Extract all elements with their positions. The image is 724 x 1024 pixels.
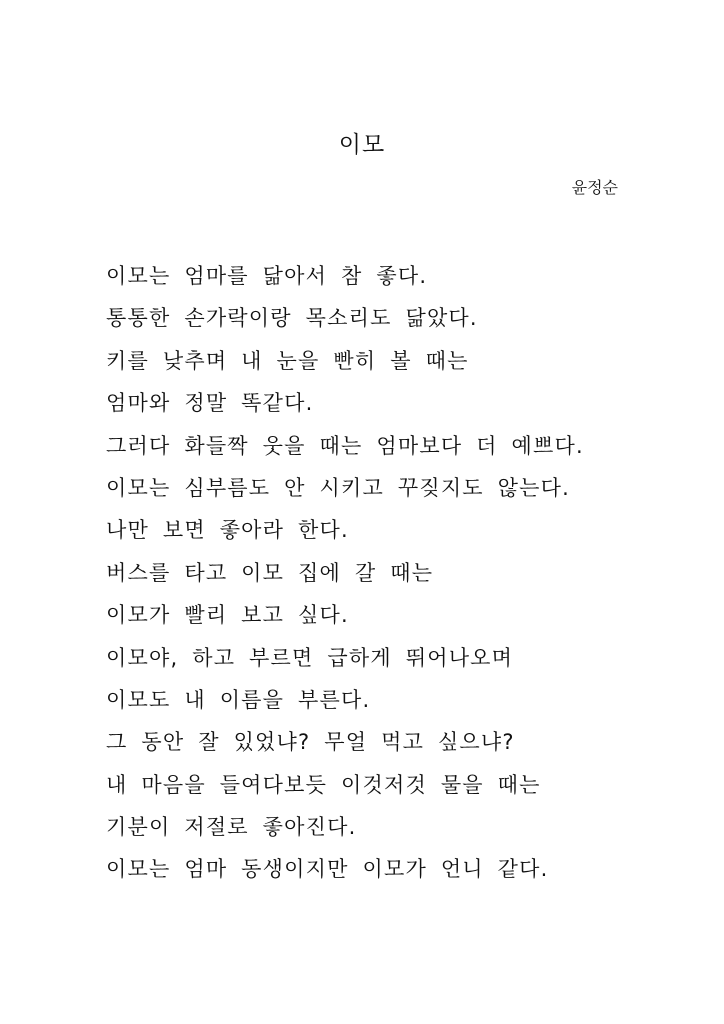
poem-line: 이모는 심부름도 안 시키고 꾸짖지도 않는다.	[106, 475, 570, 500]
poem-line: 통통한 손가락이랑 목소리도 닮았다.	[106, 306, 478, 331]
poem-line: 이모는 엄마를 닮아서 참 좋다.	[106, 264, 428, 288]
poem-line: 이모야, 하고 부르면 급하게 뛰어나오며	[106, 645, 514, 670]
poem-author: 윤정순	[571, 178, 618, 197]
poem-line: 내 마음을 들여다보듯 이것저것 물을 때는	[106, 772, 541, 797]
poem-line: 버스를 타고 이모 집에 갈 때는	[106, 560, 434, 585]
poem-line: 그러다 화들짝 웃을 때는 엄마보다 더 예쁘다.	[106, 433, 584, 458]
poem-line: 이모는 엄마 동생이지만 이모가 언니 같다.	[106, 857, 549, 882]
poem-line: 기분이 저절로 좋아진다.	[106, 815, 357, 840]
poem-line: 나만 보면 좋아라 한다.	[106, 518, 349, 543]
poem-title: 이모	[338, 132, 386, 158]
poem-line: 그 동안 잘 있었냐? 무얼 먹고 싶으냐?	[106, 730, 515, 755]
poem-line: 엄마와 정말 똑같다.	[106, 391, 314, 416]
poem-body	[106, 255, 666, 891]
poem-line: 이모가 빨리 보고 싶다.	[106, 603, 349, 628]
poem-line: 키를 낮추며 내 눈을 빤히 볼 때는	[106, 348, 469, 373]
poem-line: 이모도 내 이름을 부른다.	[106, 687, 371, 712]
